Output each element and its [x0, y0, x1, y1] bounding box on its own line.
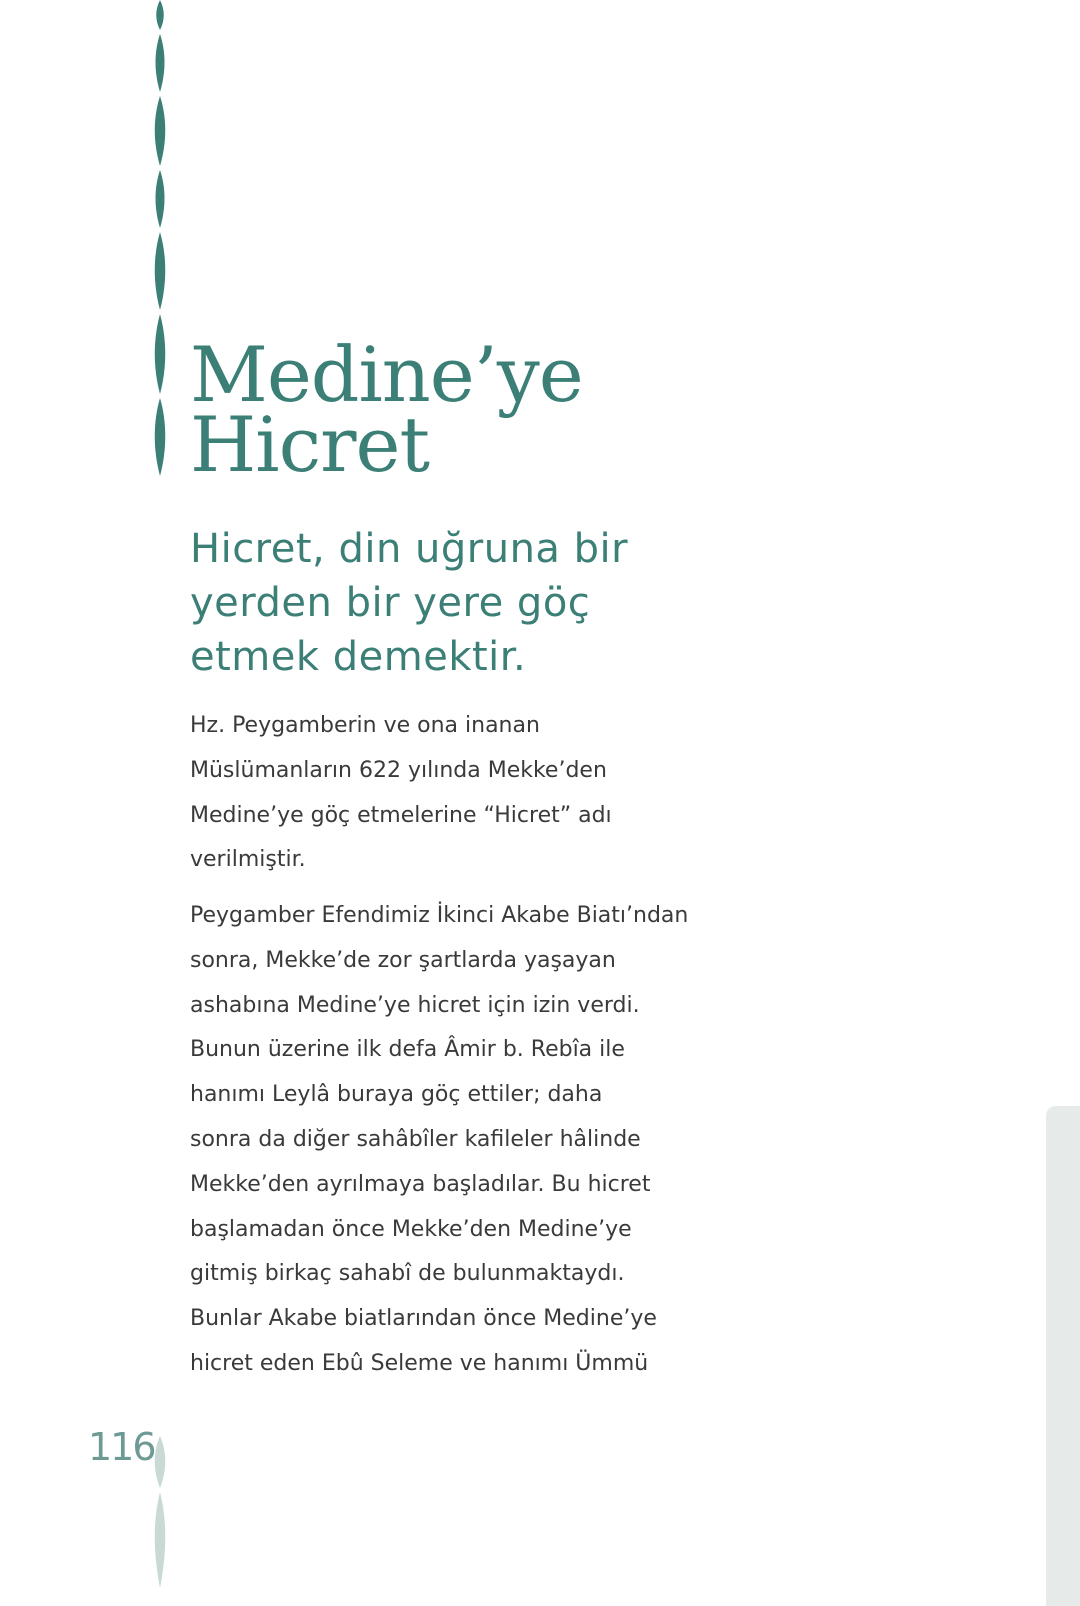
paragraph-line: Bunlar Akabe biatlarından önce Medine’ye: [190, 1306, 657, 1332]
chapter-title: [190, 330, 583, 489]
paragraph-line: hanımı Leylâ buraya göç ettiler; daha: [190, 1082, 603, 1108]
page-number: 116: [88, 1425, 155, 1469]
paragraph-line: sonra da diğer sahâbîler kafileler hâlinde: [190, 1126, 641, 1152]
subtitle-line: yerden bir yere göç: [190, 580, 591, 626]
subtitle-line: Hicret, din uğruna bir: [190, 526, 629, 572]
paragraph-line: verilmiştir.: [190, 847, 306, 873]
paragraph-line: sonra, Mekke’de zor şartlarda yaşayan: [190, 947, 616, 973]
paragraph-line: Müslümanların 622 yılında Mekke’den: [190, 757, 607, 783]
paragraph-line: Mekke’den ayrılmaya başladılar. Bu hicret: [190, 1171, 651, 1197]
paragraph-line: başlamadan önce Mekke’den Medine’ye: [190, 1216, 632, 1242]
paragraph-line: Bunun üzerine ilk defa Âmir b. Rebîa ile: [190, 1037, 625, 1063]
paragraph-line: hicret eden Ebû Seleme ve hanımı Ümmü: [190, 1350, 649, 1376]
vertical-ornament-top: [144, 0, 176, 480]
side-tab: [1046, 1106, 1080, 1606]
paragraph-line: Hz. Peygamberin ve ona inanan: [190, 713, 540, 738]
chapter-title-line-2: Hicret: [190, 400, 429, 489]
paragraph-line: Peygamber Efendimiz İkinci Akabe Biatı’ndan: [190, 903, 689, 928]
chapter-subtitle: [190, 522, 750, 684]
paragraph-line: Medine’ye göç etmelerine “Hicret” adı: [190, 802, 612, 828]
paragraph-line: ashabına Medine’ye hicret için izin verdi.: [190, 992, 640, 1018]
chapter-title-line-1: Medine’ye: [190, 330, 583, 419]
paragraph-intro: [190, 704, 612, 883]
paragraph-line: gitmiş birkaç sahabî de bulunmaktaydı.: [190, 1261, 625, 1287]
paragraph-body: [190, 894, 688, 1387]
subtitle-line: etmek demektir.: [190, 634, 527, 680]
